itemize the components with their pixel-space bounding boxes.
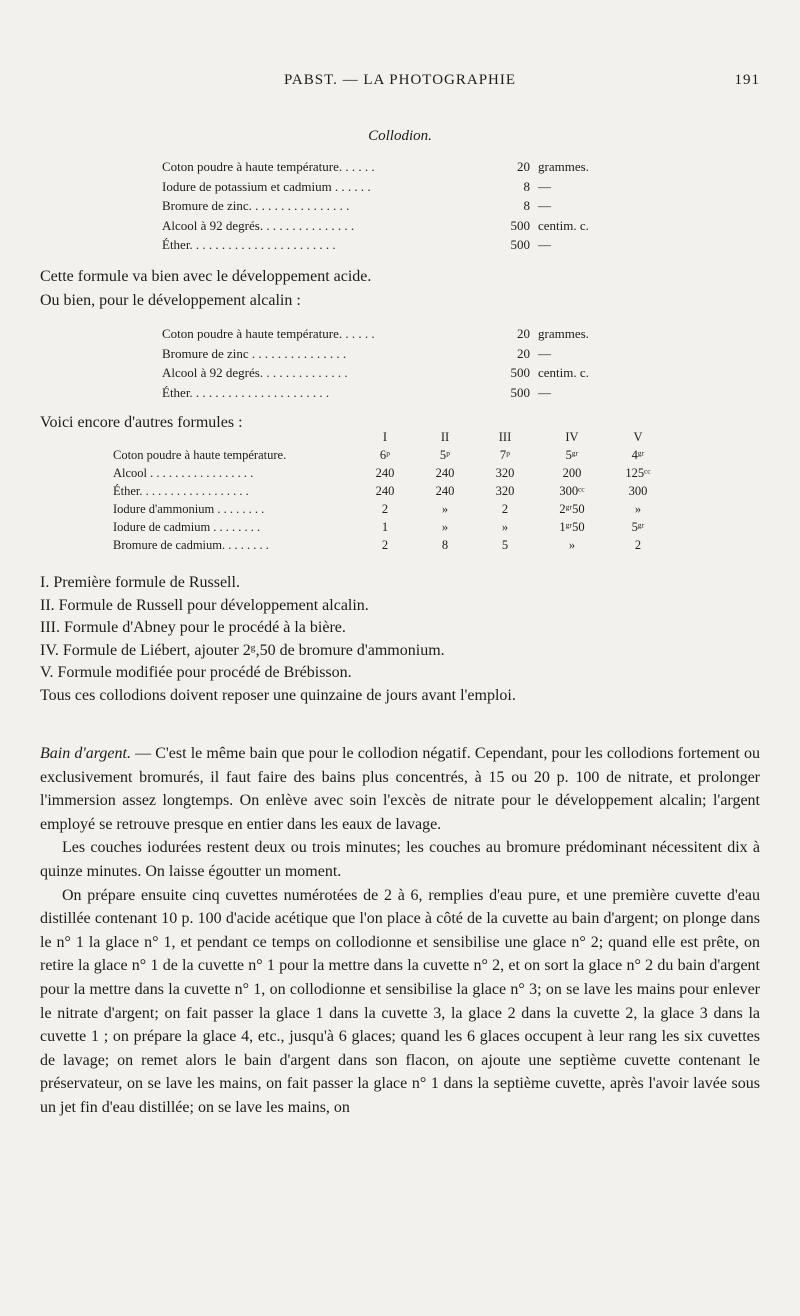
paragraph-couches: Les couches iodurées restent deux ou trois minutes; les couches au bromure prédominant nécessitent dix à quinze minutes. On laisse égoutter un moment.	[40, 839, 760, 880]
row-label: Alcool . . . . . . . . . . . . . . . . .	[113, 466, 254, 480]
paragraph-other-formulas: Voici encore d'autres formules :	[40, 414, 243, 431]
recipe-row	[162, 235, 632, 255]
table-row	[113, 464, 653, 482]
ingredient-name: Coton poudre à haute température. . . . . .	[162, 159, 375, 174]
table-cell: 2	[381, 538, 389, 552]
column-header: V	[633, 430, 643, 444]
table-cell: 300ᶜᶜ	[559, 484, 585, 498]
recipe-row	[162, 383, 632, 403]
recipe-row	[162, 196, 632, 216]
page-number: 191	[734, 72, 760, 88]
ingredient-unit: —	[538, 237, 551, 252]
recipe-row	[162, 363, 632, 383]
paragraph-acid: Cette formule va bien avec le développement acide.	[40, 268, 372, 285]
table-cell: 1	[381, 520, 389, 534]
ingredient-amount: 500	[510, 365, 530, 380]
table-cell: 300	[628, 484, 648, 498]
ingredient-unit: —	[538, 198, 551, 213]
ingredient-name: Éther. . . . . . . . . . . . . . . . . . . . . .	[162, 384, 330, 400]
recipe-row	[162, 324, 632, 344]
recipe-list-1	[162, 157, 632, 255]
row-label: Bromure de cadmium. . . . . . . .	[113, 538, 269, 552]
column-header: II	[440, 430, 450, 444]
formula-table	[113, 428, 653, 554]
row-label: Iodure de cadmium . . . . . . . .	[113, 520, 261, 534]
table-cell: 2	[501, 502, 509, 516]
recipe-row	[162, 344, 632, 364]
paragraph-cuvettes: On prépare ensuite cinq cuvettes numérotées de 2 à 6, remplies d'eau pure, et une première cuvette d'eau distillée contenant 10 p. 100 d'acide acétique que l'on place à côté de la cuvette au bain d'argent; on plonge dans le n° 1 la glace n° 1, et pendant ce temps on collodionne et sensibilise une glace n° 2; quand elle est prête, on retire la glace n° 1 de la cuvette n° 1 pour la mettre dans la cuvette n° 2, et on sort la glace n° 2 du bain d'argent pour la mettre dans la cuvette n° 1, on collodionne et sensibilise la glace n° 3; on se lave les mains pour enlever le nitrate d'argent; on fait passer la glace 1 dans la cuvette 3, la glace 2 dans la cuvette 2, la glace 3 dans la cuvette 1 ; on prépare la glace 4, etc., jusqu'à 6 glaces; quand les 6 glaces occupent à leur rang les six cuvettes de lavage; on remet alors le bain d'argent dans son flacon, on ajoute une septième cuvette contenant le préservateur, on se lave les mains, on fait passer la glace n° 1 dans la septième cuvette, après l'avoir lavée sous un jet fin d'eau distillée; on se lave les mains, on	[40, 886, 760, 1116]
table-cell: 5	[501, 538, 509, 552]
row-label: Éther. . . . . . . . . . . . . . . . . .	[113, 484, 249, 498]
ingredient-amount: 20	[517, 326, 530, 341]
table-cell: 240	[375, 484, 395, 498]
table-cell: 2	[634, 538, 642, 552]
ingredient-unit: —	[538, 345, 551, 361]
recipe-row	[162, 157, 632, 177]
table-cell: 125ᶜᶜ	[625, 466, 651, 480]
column-header: III	[498, 430, 512, 444]
bain-label: Bain d'argent.	[40, 745, 131, 762]
ingredient-amount: 20	[517, 345, 530, 361]
ingredient-name: Éther. . . . . . . . . . . . . . . . . . . . . . .	[162, 237, 336, 252]
ingredient-name: Coton poudre à haute température. . . . . .	[162, 326, 375, 341]
table-cell: 240	[435, 466, 455, 480]
section-title: Collodion.	[368, 128, 432, 144]
table-cell: 5ᵍʳ	[565, 448, 579, 462]
recipe-list-2	[162, 324, 632, 402]
ingredient-unit: —	[538, 178, 551, 194]
ingredient-amount: 500	[510, 217, 530, 233]
ingredient-amount: 8	[523, 178, 530, 194]
table-cell: 4ᵍʳ	[631, 448, 645, 462]
table-cell: »	[634, 502, 642, 516]
ingredient-unit: grammes.	[538, 326, 589, 341]
ingredient-amount: 8	[523, 198, 530, 213]
formula-note: V. Formule modifiée pour procédé de Brébisson.	[40, 664, 352, 681]
table-cell: 5ᵍʳ	[631, 520, 645, 534]
ingredient-name: Bromure de zinc . . . . . . . . . . . . . . .	[162, 345, 347, 361]
ingredient-name: Iodure de potassium et cadmium . . . . . .	[162, 178, 371, 194]
formula-note: II. Formule de Russell pour développement alcalin.	[40, 596, 369, 614]
recipe-row	[162, 216, 632, 236]
ingredient-amount: 500	[510, 237, 530, 252]
ingredient-amount: 20	[517, 159, 530, 174]
table-row	[113, 500, 653, 518]
table-row	[113, 536, 653, 554]
formula-notes	[40, 572, 760, 707]
table-cell: 6ᵖ	[379, 448, 391, 462]
table-row	[113, 518, 653, 536]
ingredient-unit: centim. c.	[538, 365, 589, 380]
ingredient-unit: —	[538, 384, 551, 400]
table-cell: 320	[495, 466, 515, 480]
table-cell: 320	[495, 484, 515, 498]
table-cell: »	[441, 502, 449, 516]
column-header: I	[382, 430, 388, 444]
table-cell: 240	[435, 484, 455, 498]
table-cell: »	[568, 538, 576, 552]
paragraph-alcalin: Ou bien, pour le développement alcalin :	[40, 292, 301, 309]
table-cell: 8	[441, 538, 449, 552]
table-cell: »	[501, 520, 509, 534]
column-header: IV	[565, 430, 579, 444]
table-cell: 1ᵍʳ50	[559, 520, 585, 534]
formula-note: IV. Formule de Liébert, ajouter 2ᵍ,50 de bromure d'ammonium.	[40, 641, 445, 659]
row-label: Coton poudre à haute température.	[113, 448, 287, 462]
formula-note: Tous ces collodions doivent reposer une quinzaine de jours avant l'emploi.	[40, 686, 516, 704]
ingredient-amount: 500	[510, 384, 530, 400]
table-row	[113, 446, 653, 464]
table-cell: 200	[562, 466, 582, 480]
running-header	[40, 72, 760, 96]
ingredient-unit: grammes.	[538, 159, 589, 174]
ingredient-name: Bromure de zinc. . . . . . . . . . . . . . . .	[162, 198, 350, 213]
formula-note: I. Première formule de Russell.	[40, 574, 240, 591]
table-row	[113, 482, 653, 500]
body-text	[40, 742, 760, 1120]
table-cell: 2ᵍʳ50	[559, 502, 585, 516]
formula-note: III. Formule d'Abney pour le procédé à la bière.	[40, 619, 346, 636]
table-cell: 7ᵖ	[499, 448, 511, 462]
bain-text: — C'est le même bain que pour le collodion négatif. Cependant, pour les collodions fortement ou exclusivement bromurés, il faut faire des bains plus concentrés, à 15 ou 20 p. 100 de nitrate, et prolonger l'immersion assez longtemps. On enlève avec soin l'excès de nitrate pour le développement alcalin; l'argent employé se retrouve presque en entier dans les eaux de lavage.	[40, 745, 760, 833]
running-title: PABST. — LA PHOTOGRAPHIE	[283, 72, 517, 88]
recipe-row	[162, 177, 632, 197]
table-cell: 5ᵖ	[439, 448, 451, 462]
table-header-row	[113, 428, 653, 446]
ingredient-name: Alcool à 92 degrés. . . . . . . . . . . . . . .	[162, 217, 355, 233]
table-cell: 240	[375, 466, 395, 480]
table-cell: 2	[381, 502, 389, 516]
ingredient-name: Alcool à 92 degrés. . . . . . . . . . . . . .	[162, 365, 348, 380]
table-cell: »	[441, 520, 449, 534]
paragraph-bain	[40, 742, 760, 836]
ingredient-unit: centim. c.	[538, 217, 589, 233]
row-label: Iodure d'ammonium . . . . . . . .	[113, 502, 265, 516]
